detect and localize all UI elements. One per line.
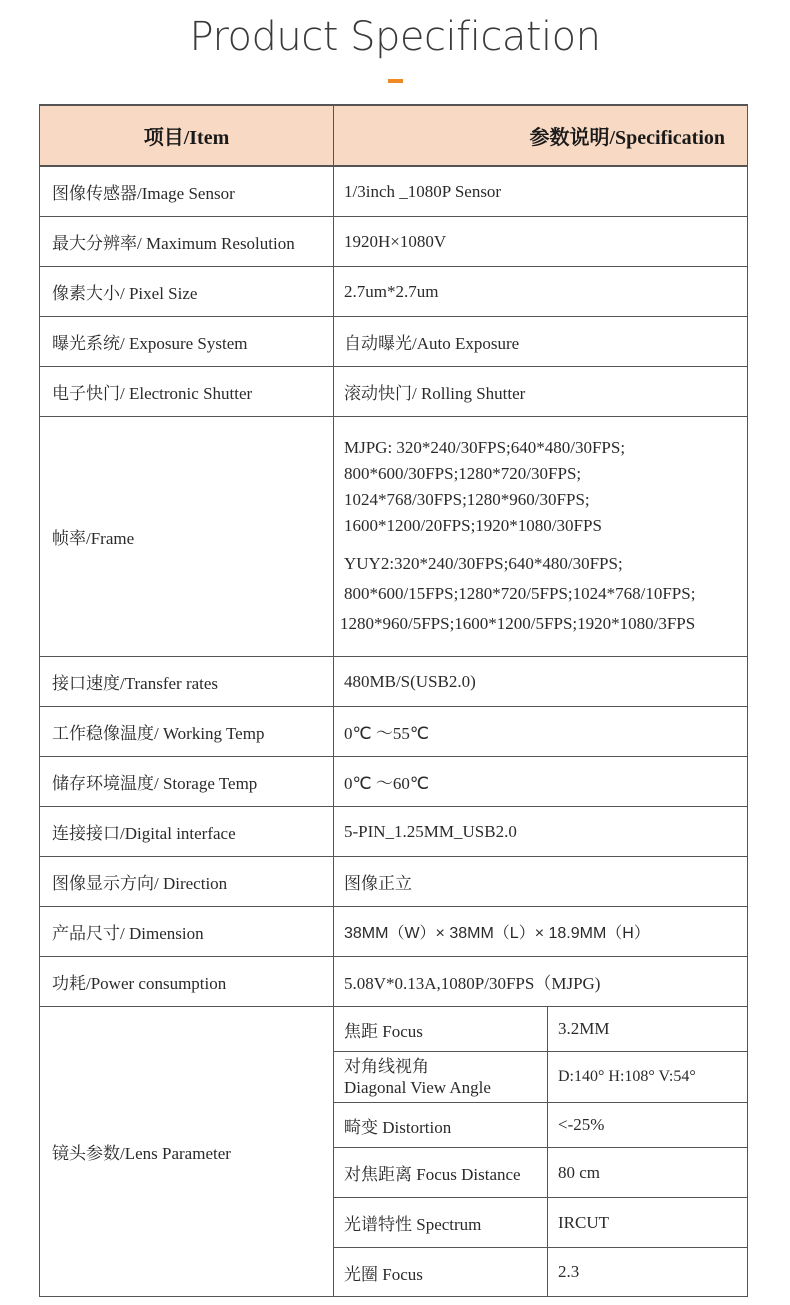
row-value: 自动曝光/Auto Exposure [334, 317, 748, 367]
spec-table [39, 104, 748, 1297]
header-spec: 参数说明/Specification [334, 105, 748, 166]
lens-param-name [334, 1052, 548, 1103]
yuy2-line: 1280*960/5FPS;1600*1200/5FPS;1920*1080/3FPS [340, 613, 696, 633]
lens-param-value: D:140° H:108° V:54° [548, 1052, 748, 1103]
mjpg-rates [344, 435, 747, 539]
table-row [40, 707, 748, 757]
lens-param-value: 80 cm [548, 1148, 748, 1198]
row-label: 最大分辨率/ Maximum Resolution [40, 217, 334, 267]
table-row [40, 857, 748, 907]
row-label: 曝光系统/ Exposure System [40, 317, 334, 367]
page-title: Product Specification [189, 14, 601, 60]
yuy2-line: YUY2:320*240/30FPS;640*480/30FPS; [344, 553, 623, 573]
lens-param-name: 光谱特性 Spectrum [334, 1198, 548, 1248]
row-label: 储存环境温度/ Storage Temp [40, 757, 334, 807]
table-row [40, 267, 748, 317]
mjpg-line: MJPG: 320*240/30FPS;640*480/30FPS; [344, 437, 626, 457]
lens-param-value: IRCUT [548, 1198, 748, 1248]
row-value: 1920H×1080V [334, 217, 748, 267]
row-value: 图像正立 [334, 857, 748, 907]
row-label: 连接接口/Digital interface [40, 807, 334, 857]
row-value: 2.7um*2.7um [334, 267, 748, 317]
row-value: 5.08V*0.13A,1080P/30FPS（MJPG) [334, 957, 748, 1007]
lens-label: 镜头参数/Lens Parameter [40, 1007, 334, 1297]
row-label: 图像传感器/Image Sensor [40, 166, 334, 217]
row-value: 5-PIN_1.25MM_USB2.0 [334, 807, 748, 857]
lens-param-name-en: Diagonal View Angle [344, 1078, 491, 1097]
row-value: 0℃ ～55℃ [334, 707, 748, 757]
lens-param-name-cn: 对角线视角 [344, 1057, 429, 1076]
row-value: 1/3inch _1080P Sensor [334, 166, 748, 217]
title-accent-bar [388, 79, 403, 83]
table-row [40, 217, 748, 267]
row-label: 产品尺寸/ Dimension [40, 907, 334, 957]
table-header-row [40, 105, 748, 166]
lens-param-value: <-25% [548, 1103, 748, 1148]
row-label: 接口速度/Transfer rates [40, 657, 334, 707]
table-row [40, 166, 748, 217]
row-value: 38MM（W）× 38MM（L）× 18.9MM（H） [334, 907, 748, 957]
lens-param-value: 2.3 [548, 1248, 748, 1297]
mjpg-line: 1024*768/30FPS;1280*960/30FPS; [344, 489, 590, 509]
table-row [40, 957, 748, 1007]
frame-gap [344, 539, 747, 549]
row-label: 图像显示方向/ Direction [40, 857, 334, 907]
lens-param-name: 畸变 Distortion [334, 1103, 548, 1148]
lens-param-name: 焦距 Focus [334, 1007, 548, 1052]
lens-param-name: 光圈 Focus [334, 1248, 548, 1297]
frame-row [40, 417, 748, 657]
row-label: 电子快门/ Electronic Shutter [40, 367, 334, 417]
table-row [40, 317, 748, 367]
frame-value [334, 417, 748, 657]
table-row [40, 367, 748, 417]
header-item: 项目/Item [40, 105, 334, 166]
yuy2-line: 800*600/15FPS;1280*720/5FPS;1024*768/10FPS; [344, 583, 696, 603]
lens-row [40, 1007, 748, 1052]
yuy2-rates [340, 549, 747, 639]
row-label: 功耗/Power consumption [40, 957, 334, 1007]
table-row [40, 657, 748, 707]
mjpg-line: 1600*1200/20FPS;1920*1080/30FPS [344, 515, 602, 535]
table-row [40, 757, 748, 807]
mjpg-line: 800*600/30FPS;1280*720/30FPS; [344, 463, 582, 483]
table-row [40, 807, 748, 857]
row-label: 工作稳像温度/ Working Temp [40, 707, 334, 757]
row-label: 像素大小/ Pixel Size [40, 267, 334, 317]
row-value: 480MB/S(USB2.0) [334, 657, 748, 707]
lens-param-name: 对焦距离 Focus Distance [334, 1148, 548, 1198]
row-value: 0℃ ～60℃ [334, 757, 748, 807]
frame-label: 帧率/Frame [40, 417, 334, 657]
table-row [40, 907, 748, 957]
row-value: 滚动快门/ Rolling Shutter [334, 367, 748, 417]
lens-param-value: 3.2MM [548, 1007, 748, 1052]
